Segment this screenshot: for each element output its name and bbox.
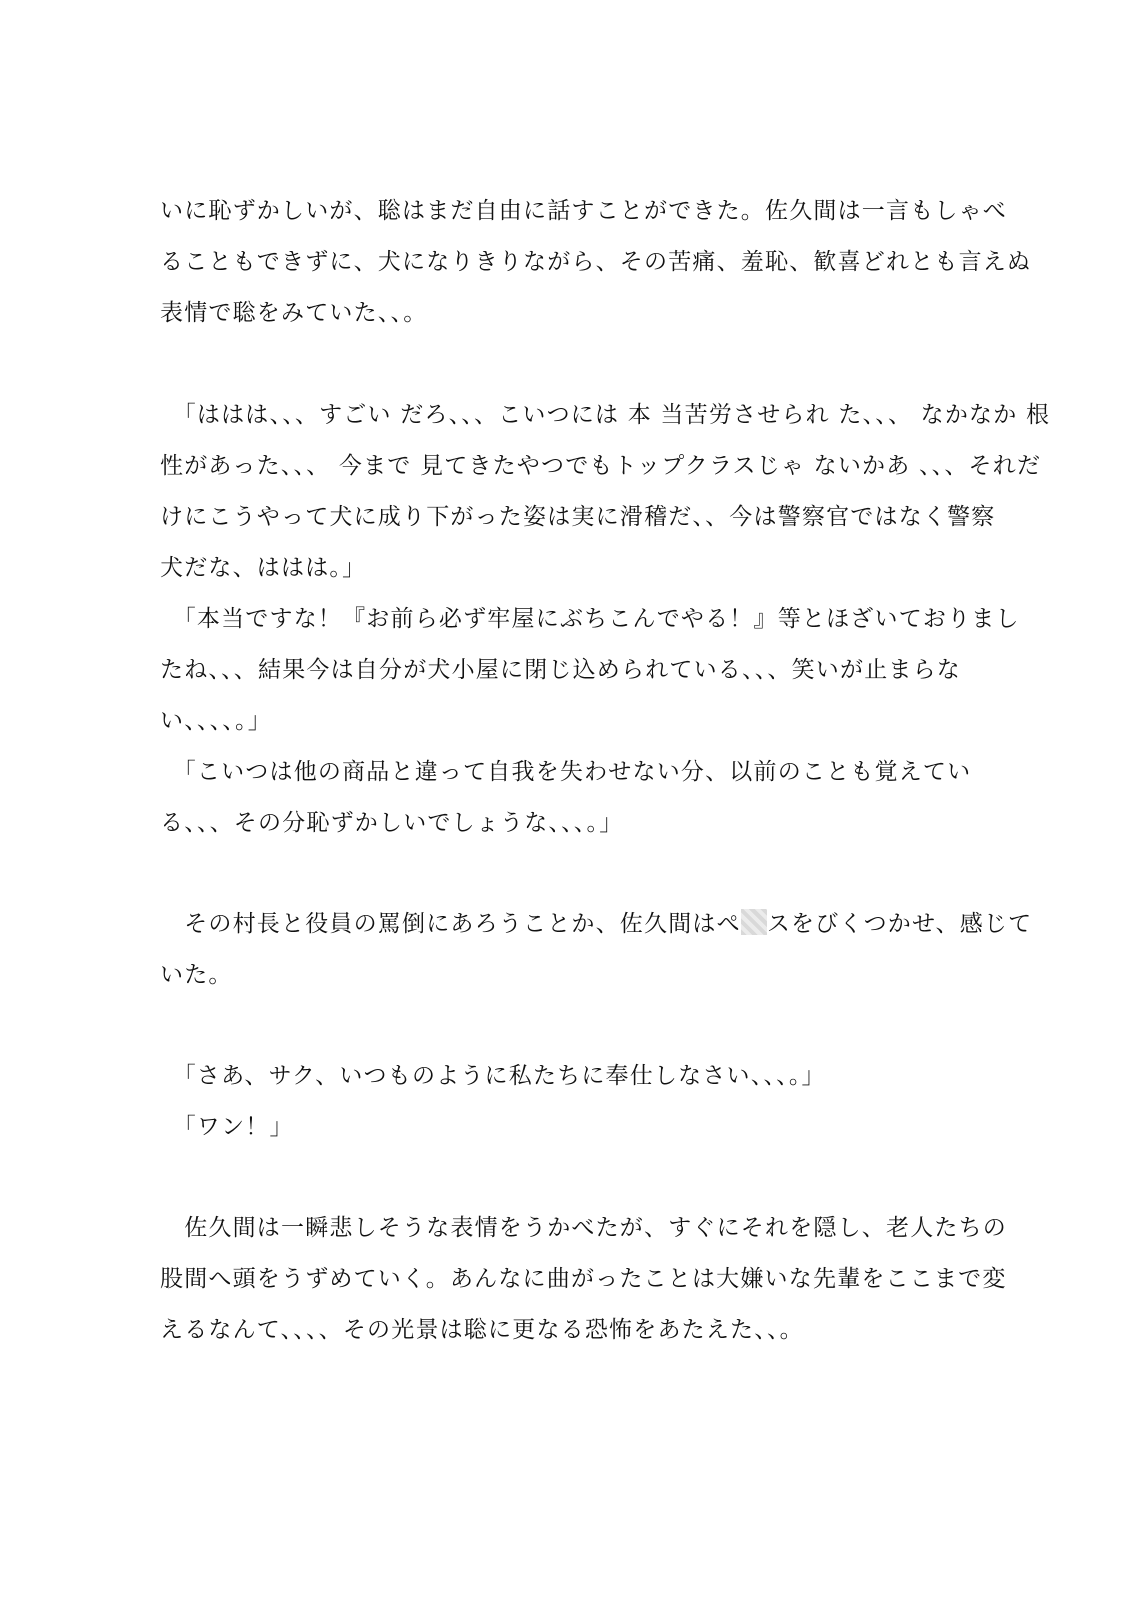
text-line: いに恥ずかしいが、聡はまだ自由に話すことができた。佐久間は一言もしゃべ — [160, 198, 1007, 224]
text-line: 犬だな、ははは。」 — [160, 555, 367, 581]
text-line: い、、、、。」 — [160, 708, 272, 734]
text-line: たね、、、結果今は自分が犬小屋に閉じ込められている、、、笑いが止まらな — [160, 657, 961, 683]
text-line: 「本当ですな！『お前ら必ず牢屋にぶちこんでやる！』等とほざいておりまし — [160, 606, 1020, 632]
text-line: けにこうやって犬に成り下がった姿は実に滑稽だ、、今は警察官ではなく警察 — [160, 504, 996, 530]
text-line: 「ワン！」 — [160, 1114, 294, 1140]
text-line — [160, 899, 1060, 950]
text-line: 表情で聡をみていた、、。 — [160, 300, 428, 326]
paragraph-gap — [160, 339, 1060, 390]
text-line: ることもできずに、犬になりきりながら、その苦痛、羞恥、歓喜どれとも言えぬ — [160, 249, 1032, 275]
text-segment: スをびくつかせ、感じて — [766, 911, 1033, 937]
paragraph-gap — [160, 1001, 1060, 1051]
text-line: 佐久間は一瞬悲しそうな表情をうかべたが、すぐにそれを隠し、老人たちの — [160, 1215, 1007, 1241]
text-line: 股間へ頭をうずめていく。あんなに曲がったことは大嫌いな先輩をここまで変 — [160, 1266, 1007, 1292]
text-line: 「こいつは他の商品と違って自我を失わせない分、以前のことも覚えてい — [160, 759, 972, 785]
text-line: 「ははは、、、すごい だろ、、、こいつには 本 当苦労させられ た、、、 なかなか 根 — [160, 402, 1051, 428]
text-line: 性があった、、、 今まで 見てきたやつでもトップクラスじゃ ないかあ 、、、それだ — [160, 453, 1042, 479]
text-line: 「さあ、サク、いつものように私たちに奉仕しなさい、、、。」 — [160, 1063, 826, 1089]
text-segment: その村長と役員の罵倒にあろうことか、佐久間はぺ — [160, 911, 741, 937]
paragraph-gap — [160, 1153, 1060, 1203]
censor-mosaic — [741, 909, 767, 935]
text-line: る、、、その分恥ずかしいでしょうな、、、。」 — [160, 810, 624, 836]
text-line: えるなんて、、、、その光景は聡に更なる恐怖をあたえた、、。 — [160, 1317, 804, 1343]
text-line: いた。 — [160, 962, 233, 988]
paragraph-gap — [160, 849, 1060, 899]
body-text — [160, 186, 1060, 1356]
